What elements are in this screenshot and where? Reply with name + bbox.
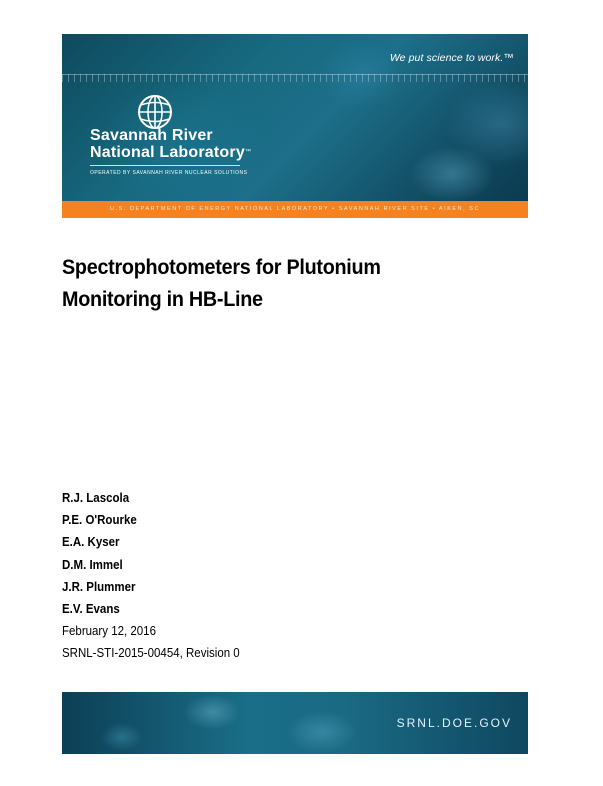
author-name: P.E. O'Rourke <box>62 513 137 528</box>
globe-icon <box>137 94 173 130</box>
author-list <box>62 487 143 620</box>
publication-date: February 12, 2016 <box>62 624 156 638</box>
org-name-line2: National Laboratory <box>90 144 245 161</box>
operated-by-text: OPERATED BY SAVANNAH RIVER NUCLEAR SOLUTIONS <box>90 170 248 176</box>
ruler-decoration <box>62 74 528 82</box>
author-name: J.R. Plummer <box>62 579 136 594</box>
organization-name <box>90 127 251 161</box>
title-line-1: Spectrophotometers for Plutonium <box>62 255 381 279</box>
footer-banner <box>62 692 528 754</box>
org-name-line2-wrap <box>90 144 251 161</box>
header-banner <box>62 34 528 201</box>
tagline: We put science to work.™ <box>389 52 514 64</box>
document-meta <box>62 620 255 664</box>
author-name: E.A. Kyser <box>62 535 120 550</box>
org-name-line1: Savannah River <box>90 127 213 144</box>
orange-info-bar <box>62 201 528 218</box>
orange-bar-text: U.S. DEPARTMENT OF ENERGY NATIONAL LABORATORY • SAVANNAH RIVER SITE • AIKEN, SC <box>109 206 480 212</box>
author-name: D.M. Immel <box>62 557 123 572</box>
title-line-2: Monitoring in HB-Line <box>62 287 263 311</box>
document-title <box>62 251 467 315</box>
author-name: R.J. Lascola <box>62 491 130 505</box>
org-divider <box>90 165 240 166</box>
ruler-line <box>62 74 528 75</box>
footer-url[interactable]: SRNL.DOE.GOV <box>396 716 512 730</box>
report-number: SRNL-STI-2015-00454, Revision 0 <box>62 646 240 660</box>
trademark-mark: ™ <box>244 149 252 155</box>
author-name: E.V. Evans <box>62 602 120 617</box>
